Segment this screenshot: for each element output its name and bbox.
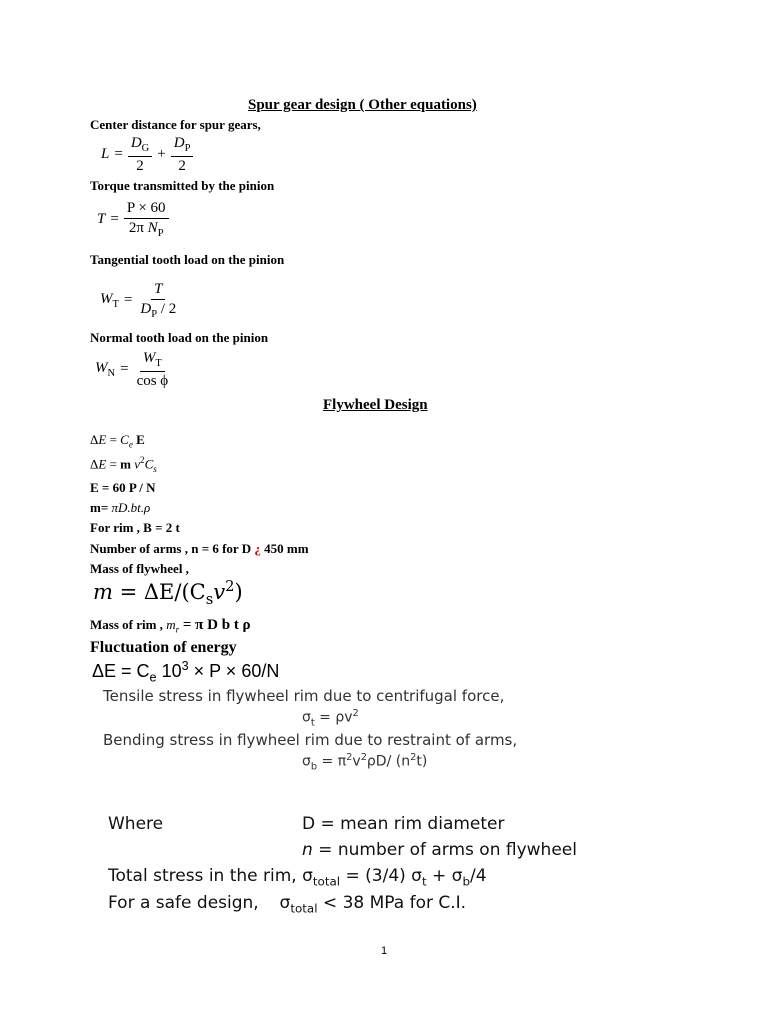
fluctuation-title: Fluctuation of energy xyxy=(90,639,237,656)
mass-rim-line: Mass of rim , $m_r = \pi$ D b t ρ xyxy=(90,617,251,635)
tangential-label: Tangential tooth load on the pinion xyxy=(90,252,285,267)
fraction-normal xyxy=(134,350,172,389)
sigma-t-equation: $\sigma_t = \rho v^2$ xyxy=(302,708,359,729)
torque-numerator: P × 60 xyxy=(124,200,169,219)
flywheel-line-5: For rim , B = 2 t xyxy=(90,520,180,535)
fraction-tangential xyxy=(137,281,179,320)
den-2: 2 xyxy=(178,157,186,174)
normal-numerator: $W_T$ xyxy=(140,350,165,372)
center-distance-label: Center distance for spur gears, xyxy=(90,117,261,132)
page-number: 1 xyxy=(381,945,388,957)
eq-lhs: L xyxy=(101,146,110,163)
eq-plus: + xyxy=(157,146,166,163)
safe-design-line: For a safe design, $\sigma_{total} < 38$ MPa for C.I. xyxy=(108,893,467,916)
torque-label: Torque transmitted by the pinion xyxy=(90,178,275,193)
torque-equation xyxy=(97,200,169,239)
normal-label: Normal tooth load on the pinion xyxy=(90,330,269,345)
fraction-dp xyxy=(171,135,194,174)
flywheel-line-7: Mass of flywheel , xyxy=(90,561,189,576)
eq-lhs: $W_N$ xyxy=(95,360,116,380)
center-distance-equation xyxy=(101,135,193,174)
normal-denominator: cos ϕ xyxy=(136,372,169,389)
normal-equation xyxy=(95,350,171,389)
total-stress-line: Total stress in the rim, $\sigma_{total} = (3/4) \sigma_t + \sigma_b/4$ xyxy=(108,866,487,889)
num-d: D xyxy=(173,135,185,151)
eq-lhs: $W_T$ xyxy=(100,291,119,311)
tangential-numerator: T xyxy=(151,281,165,300)
fluctuation-equation: $\Delta E = C_e$ $10^3 \times P \times 60/N$ xyxy=(92,659,280,685)
bending-stress-text: Bending stress in flywheel rim due to restraint of arms, xyxy=(103,731,518,749)
torque-denominator: 2π $N_P$ xyxy=(128,219,164,239)
fraction-dg xyxy=(128,135,152,174)
tensile-stress-text: Tensile stress in flywheel rim due to centrifugal force, xyxy=(103,687,505,705)
flywheel-line-4: m= πD.bt.ρ xyxy=(90,500,151,515)
eq-equals: = xyxy=(123,292,133,309)
sub-p: P xyxy=(184,143,191,154)
eq-equals: = xyxy=(110,211,119,228)
flywheel-line-3: E = 60 P / N xyxy=(90,480,156,495)
eq-equals: = xyxy=(114,146,123,163)
fraction-torque xyxy=(124,200,169,239)
eq-lhs: T xyxy=(97,211,106,228)
num-d: D xyxy=(130,135,142,151)
flywheel-line-1: $\Delta E = C_e$ E xyxy=(90,432,145,450)
sigma-b-equation: $\sigma_b = \pi^2v^2\rho D/$ $(n^2t)$ xyxy=(302,752,428,773)
n-definition: n = number of arms on flywheel xyxy=(302,840,577,860)
d-definition: D = mean rim diameter xyxy=(302,814,505,834)
sub-g: G xyxy=(141,143,150,154)
page-title: Spur gear design ( Other equations) xyxy=(248,97,477,113)
flywheel-title: Flywheel Design xyxy=(323,397,428,413)
tangential-equation xyxy=(100,281,179,320)
den-2: 2 xyxy=(136,157,144,174)
mass-flywheel-equation: $m = \Delta E/(C_sv^2)$ xyxy=(93,578,243,609)
where-label: Where xyxy=(108,814,164,834)
eq-equals: = xyxy=(120,361,129,378)
flywheel-line-2: ΔE = m $v^2C_s$ xyxy=(90,455,157,474)
flywheel-line-6: Number of arms , n = 6 for D ¿ 450 mm xyxy=(90,541,309,556)
tangential-denominator: $D_P / 2$ xyxy=(140,300,177,320)
